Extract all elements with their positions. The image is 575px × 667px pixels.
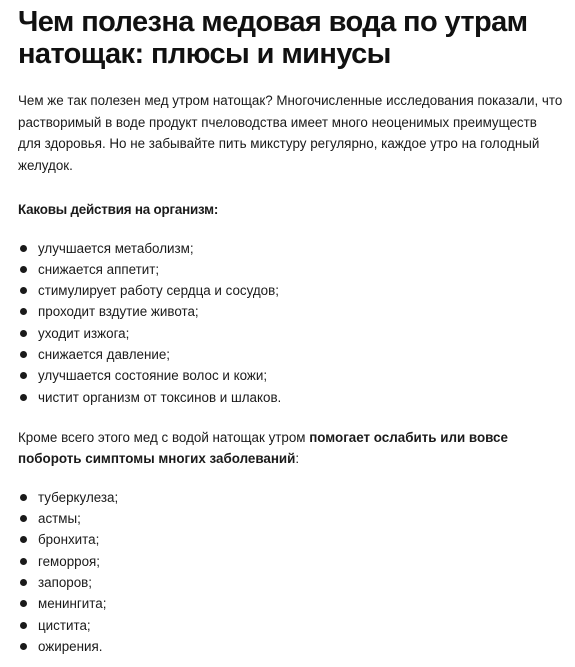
list-item — [18, 529, 563, 550]
list-item — [18, 508, 563, 529]
list-item-text: чистит организм от токсинов и шлаков. — [38, 389, 282, 405]
list-item — [18, 551, 563, 572]
list-item — [18, 301, 563, 322]
article-title: Чем полезна медовая вода по утрам натощак: плюсы и минусы — [18, 6, 528, 70]
bullet-icon — [20, 394, 27, 401]
bullet-icon — [20, 372, 27, 379]
diseases-paragraph — [18, 427, 563, 470]
list-item-text: астмы; — [38, 511, 81, 527]
list-item — [18, 365, 563, 386]
bullet-icon — [20, 287, 27, 294]
list-item — [18, 487, 563, 508]
diseases-list — [18, 487, 563, 657]
diseases-paragraph-emphasis: помогает ослабить или вовсе побороть симптомы многих заболеваний — [18, 429, 508, 467]
list-item — [18, 636, 563, 657]
bullet-icon — [20, 643, 27, 650]
list-item-text: бронхита; — [38, 532, 100, 548]
list-item-text: снижается давление; — [38, 346, 170, 362]
list-item — [18, 323, 563, 344]
actions-list — [18, 238, 563, 408]
list-item-text: стимулирует работу сердца и сосудов; — [38, 283, 279, 299]
list-item-text: менингита; — [38, 596, 107, 612]
intro-paragraph: Чем же так полезен мед утром натощак? Многочисленные исследования показали, что растворимый в воде продукт пчеловодства имеет много неоценимых преимуществ для здоровья. Но не забывайте пить микстуру регулярно, каждое утро на голодный желудок. — [18, 93, 563, 173]
list-item-text: уходит изжога; — [38, 325, 130, 341]
list-item-text: запоров; — [38, 575, 93, 591]
list-item-text: снижается аппетит; — [38, 261, 160, 277]
list-item-text: улучшается состояние волос и кожи; — [38, 368, 268, 384]
list-item-text: геморроя; — [38, 553, 101, 569]
list-item — [18, 238, 563, 259]
bullet-icon — [20, 245, 27, 252]
article — [18, 6, 563, 657]
bullet-icon — [20, 351, 27, 358]
list-item — [18, 259, 563, 280]
bullet-icon — [20, 330, 27, 337]
diseases-paragraph-start: Кроме всего этого мед с водой натощак утром — [18, 429, 310, 445]
list-item — [18, 387, 563, 408]
bullet-icon — [20, 494, 27, 501]
list-item-text: улучшается метаболизм; — [38, 240, 194, 256]
bullet-icon — [20, 515, 27, 522]
list-item — [18, 572, 563, 593]
list-item — [18, 615, 563, 636]
bullet-icon — [20, 558, 27, 565]
list-item — [18, 344, 563, 365]
bullet-icon — [20, 266, 27, 273]
list-item-text: ожирения. — [38, 638, 103, 654]
list-item-text: цистита; — [38, 617, 91, 633]
bullet-icon — [20, 308, 27, 315]
bullet-icon — [20, 600, 27, 607]
list-item-text: туберкулеза; — [38, 489, 119, 505]
list-item — [18, 593, 563, 614]
bullet-icon — [20, 622, 27, 629]
bullet-icon — [20, 579, 27, 586]
list-item — [18, 280, 563, 301]
list-item-text: проходит вздутие живота; — [38, 304, 199, 320]
actions-heading: Каковы действия на организм: — [18, 202, 219, 217]
bullet-icon — [20, 536, 27, 543]
diseases-paragraph-end: : — [295, 451, 300, 467]
